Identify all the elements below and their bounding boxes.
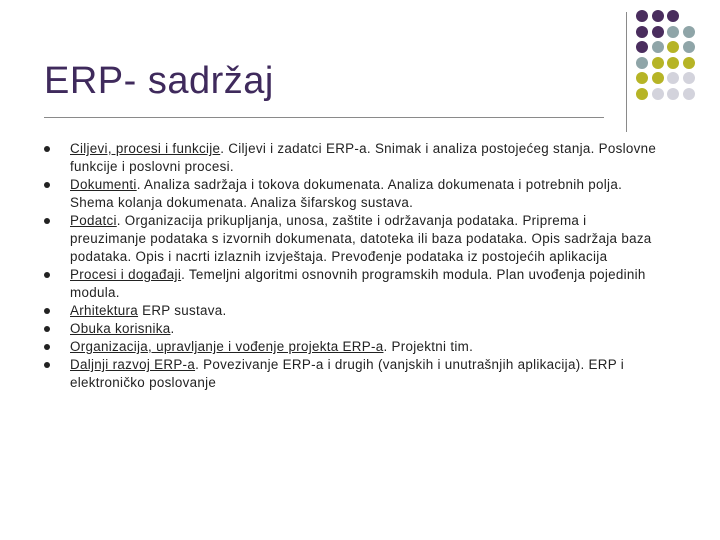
item-link[interactable]: Obuka korisnika [70,321,171,336]
content-bullet-list [44,140,664,392]
decorative-dot [667,88,679,100]
decorative-dot [667,41,679,53]
list-item [44,356,664,392]
slide-title: ERP- sadržaj [44,60,274,102]
decorative-dot [683,57,695,69]
title-divider [44,117,604,118]
bullet-icon [44,344,50,350]
list-item [44,176,664,212]
item-text: ERP sustava. [138,303,227,318]
item-link[interactable]: Daljnji razvoj ERP-a [70,357,196,372]
bullet-icon [44,326,50,332]
item-text: . [170,321,175,336]
decorative-dot [667,26,679,38]
bullet-icon [44,308,50,314]
item-link[interactable]: Dokumenti [70,177,137,192]
decorative-dot [683,88,695,100]
decorative-dot [652,26,664,38]
decorative-dot [683,72,695,84]
item-link[interactable]: Arhitektura [70,303,139,318]
decorative-dot [652,10,664,22]
item-text: . Temeljni algoritmi osnovnih programskih modula. Plan uvođenja pojedinih modula. [70,267,646,300]
decorative-dot [667,57,679,69]
decorative-dot [652,41,664,53]
decorative-dot [636,10,648,22]
decorative-dot [652,72,664,84]
item-text: . Projektni tim. [383,339,474,354]
list-item [44,212,664,266]
item-link[interactable]: Organizacija, upravljanje i vođenje projekta ERP-a [70,339,384,354]
list-item [44,302,664,320]
decorative-dot [652,88,664,100]
decorative-dot [636,26,648,38]
decorative-dot [636,72,648,84]
decorative-dot [636,41,648,53]
item-text: . Organizacija prikupljanja, unosa, zaštite i održavanja podataka. Priprema i preuzimanje podataka s izvornih dokumenata, datoteka ili baza podataka. Opis sadržaja baza podataka. Opis i nacrti izlaznih izvještaja. Prevođenje podataka iz postojećih aplikacija [70,213,652,264]
bullet-icon [44,218,50,224]
decorative-dot [636,57,648,69]
item-text: . Ciljevi i zadatci ERP-a. Snimak i analiza postojećeg stanja. Poslovne funkcije i poslovni procesi. [70,141,657,174]
list-item [44,320,664,338]
decorative-dot [667,72,679,84]
item-link[interactable]: Podatci [70,213,117,228]
item-text: . Povezivanje ERP-a i drugih (vanjskih i unutrašnjih aplikacija). ERP i elektroničko poslovanje [70,357,624,390]
bullet-icon [44,362,50,368]
item-link[interactable]: Procesi i događaji [70,267,182,282]
decorative-dot [636,88,648,100]
bullet-icon [44,272,50,278]
vertical-divider [626,12,627,132]
list-item [44,140,664,176]
bullet-icon [44,146,50,152]
item-text: . Analiza sadržaja i tokova dokumenata. Analiza dokumenata i potrebnih polja. Shema kolanja dokumenata. Analiza šifarskog sustava. [70,177,623,210]
decorative-dot [683,26,695,38]
decorative-dot [667,10,679,22]
decorative-dot [652,57,664,69]
item-link[interactable]: Ciljevi, procesi i funkcije [70,141,221,156]
decorative-dot [683,41,695,53]
list-item [44,338,664,356]
bullet-icon [44,182,50,188]
list-item [44,266,664,302]
